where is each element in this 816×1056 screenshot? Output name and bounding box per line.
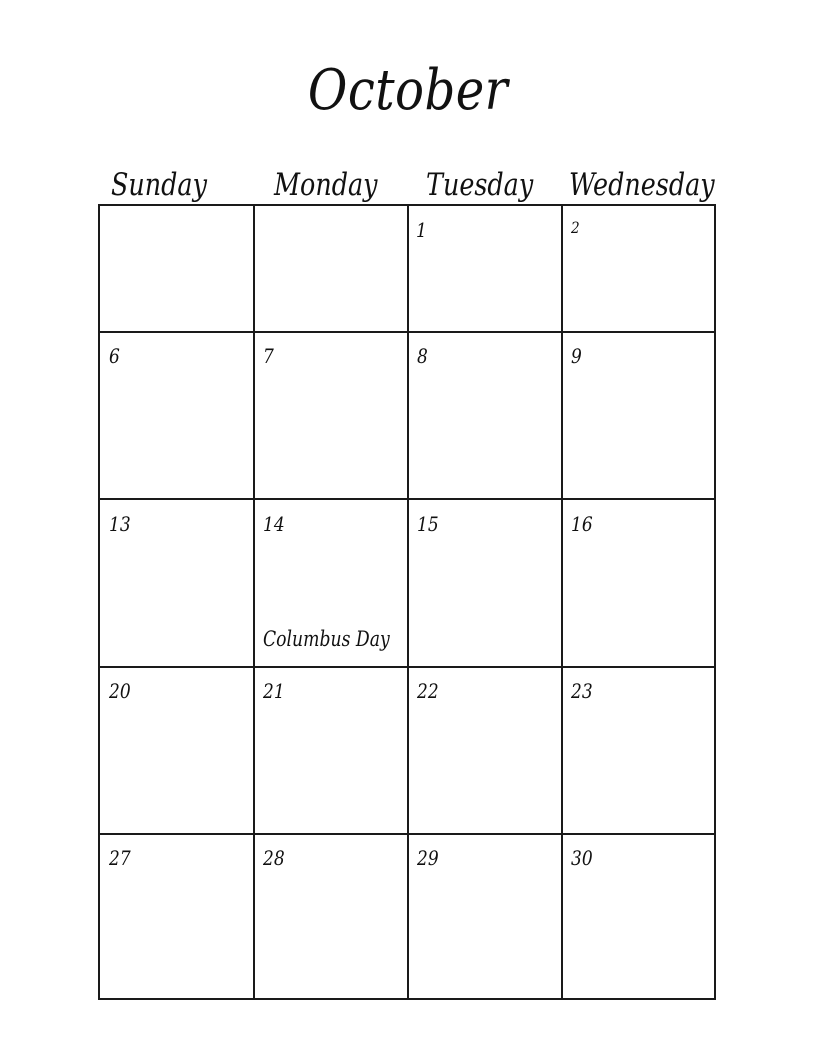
date-cell-number: 29 xyxy=(417,846,439,870)
weekday-header-tuesday: Tuesday xyxy=(426,167,534,203)
month-title: October xyxy=(307,58,509,123)
grid-column-divider xyxy=(561,206,563,998)
event-label-columbus-day: Columbus Day xyxy=(263,627,390,651)
date-cell-number: 15 xyxy=(417,512,439,536)
grid-row-divider xyxy=(100,331,714,333)
date-cell-number: 14 xyxy=(263,512,285,536)
date-cell-number: 20 xyxy=(109,679,131,703)
date-cell-number: 27 xyxy=(109,846,131,870)
date-cell-number: 21 xyxy=(263,679,285,703)
date-cell-number: 8 xyxy=(417,344,428,368)
grid-row-divider xyxy=(100,498,714,500)
date-cell-number: 6 xyxy=(109,344,120,368)
date-cell-number: 28 xyxy=(263,846,285,870)
date-cell-number: 16 xyxy=(571,512,593,536)
date-cell-number: 9 xyxy=(571,344,582,368)
date-cell-number: 1 xyxy=(416,218,427,242)
weekday-header-monday: Monday xyxy=(274,167,378,203)
grid-row-divider xyxy=(100,666,714,668)
date-cell-number: 7 xyxy=(263,344,274,368)
date-cell-number: 13 xyxy=(109,512,131,536)
weekday-header-wednesday: Wednesday xyxy=(569,167,715,203)
grid-column-divider xyxy=(253,206,255,998)
date-cell-number: 22 xyxy=(417,679,439,703)
date-cell-number: 30 xyxy=(571,846,593,870)
weekday-header-sunday: Sunday xyxy=(111,167,207,203)
grid-column-divider xyxy=(407,206,409,998)
date-cell-number: 2 xyxy=(571,218,580,237)
grid-row-divider xyxy=(100,833,714,835)
calendar-grid xyxy=(98,204,716,1000)
date-cell-number: 23 xyxy=(571,679,593,703)
